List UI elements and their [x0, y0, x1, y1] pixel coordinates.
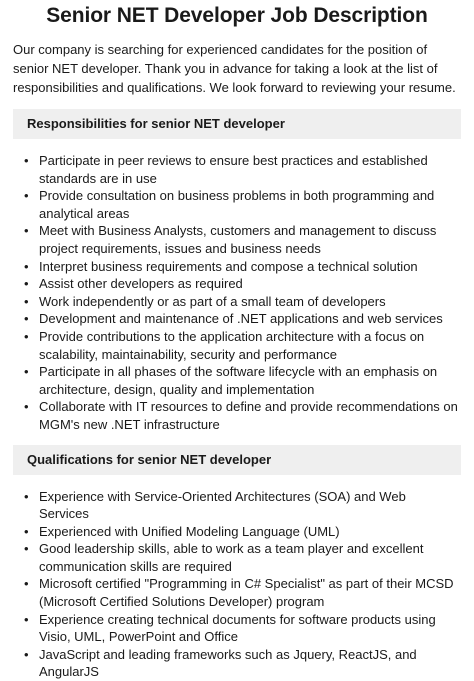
list-item: • Interpret business requirements and compose a technical solution — [13, 258, 461, 276]
list-item: • Participate in all phases of the software lifecycle with an emphasis on architecture, design, quality and implementation — [13, 363, 461, 398]
list-item: • Work independently or as part of a small team of developers — [13, 293, 461, 311]
list-item: • Experience with Service-Oriented Architectures (SOA) and Web Services — [13, 488, 461, 523]
list-item: • Development and maintenance of .NET applications and web services — [13, 310, 461, 328]
list-item: • Experienced with Unified Modeling Language (UML) — [13, 523, 461, 541]
intro-paragraph: Our company is searching for experienced candidates for the position of senior NET developer. Thank you in advance for taking a look at the list of responsibilities and qualifications. We look forward to reviewing your resume. — [13, 40, 461, 97]
list-item: • Provide contributions to the application architecture with a focus on scalability, maintainability, security and performance — [13, 328, 461, 363]
page-title: Senior NET Developer Job Description — [13, 0, 461, 28]
list-item: • Participate in peer reviews to ensure best practices and established standards are in use — [13, 152, 461, 187]
list-item: • Collaborate with IT resources to define and provide recommendations on MGM's new .NET infrastructure — [13, 398, 461, 433]
list-item: • JavaScript and leading frameworks such as Jquery, ReactJS, and AngularJS — [13, 646, 461, 681]
list-item: • Microsoft certified "Programming in C# Specialist" as part of their MCSD (Microsoft Certified Solutions Developer) program — [13, 575, 461, 610]
list-item: • Meet with Business Analysts, customers and management to discuss project requirements, issues and business needs — [13, 222, 461, 257]
qualifications-heading: Qualifications for senior NET developer — [13, 445, 461, 475]
qualifications-list — [13, 488, 461, 681]
responsibilities-heading: Responsibilities for senior NET developer — [13, 109, 461, 139]
list-item: • Good leadership skills, able to work as a team player and excellent communication skills are required — [13, 540, 461, 575]
list-item: • Provide consultation on business problems in both programming and analytical areas — [13, 187, 461, 222]
responsibilities-list — [13, 152, 461, 434]
list-item: • Assist other developers as required — [13, 275, 461, 293]
list-item: • Experience creating technical documents for software products using Visio, UML, PowerPoint and Office — [13, 611, 461, 646]
